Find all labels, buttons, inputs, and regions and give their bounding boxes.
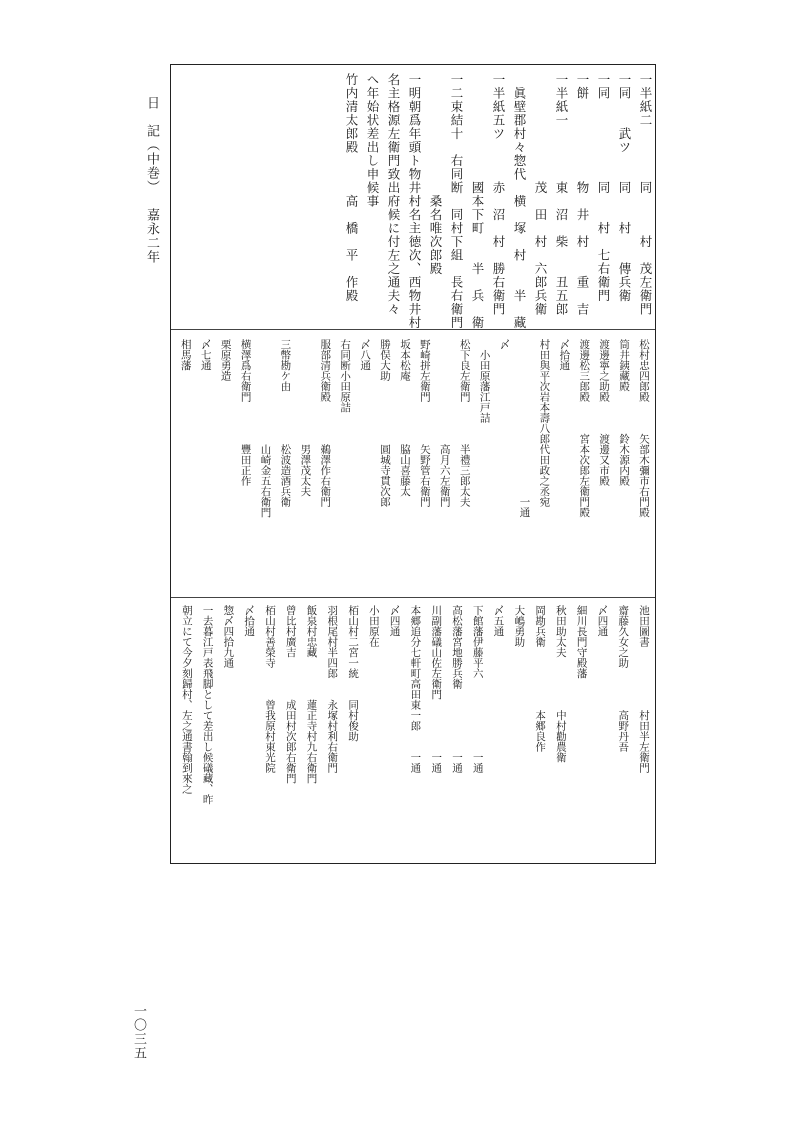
text-column: 右同断小田原詰	[339, 339, 352, 413]
text-column: 栢山村善榮寺 曾我原村東光院	[263, 605, 276, 773]
text-column: 一同 同 村 七右衛門	[596, 73, 611, 303]
text-column: 渡邊寧之助殿 渡邊又市殿	[598, 339, 611, 486]
text-column: 下館藩伊藤平六 一通	[471, 605, 484, 773]
text-column: 一半紙二 同 村 茂左衛門	[638, 73, 653, 316]
text-column: 秋田助太夫 中村勸農衛	[554, 605, 567, 763]
text-column: 小田原在	[367, 605, 380, 647]
text-column: 栢山村二宮一統 同村俊助	[347, 605, 360, 742]
text-column: 〆四通	[596, 605, 609, 637]
text-column: 池田圖書 村田半左衛門	[638, 605, 650, 773]
text-column: 〆	[498, 339, 511, 350]
text-column: 名主格源左衛門致出府候に付左之通夫々	[386, 73, 401, 316]
text-column: 〆拾通	[243, 605, 256, 637]
running-header	[137, 96, 161, 346]
text-column: 眞壁郡村々惣代 横 塚 村 半 藏	[512, 73, 527, 330]
text-column: 村田與平次岩本壽八郎代田政之丞宛	[538, 339, 551, 507]
page-number: 一〇三五	[131, 1004, 146, 1060]
header-title: 日 記（中巻）	[144, 96, 159, 194]
text-column: 曾比村廣吉 成田村次郎右衛門	[284, 605, 297, 784]
text-column: 横澤爲右衛門 豐田正作	[239, 339, 252, 486]
text-column: 惣〆四拾九通	[222, 605, 235, 668]
text-column: 一去暮江戸表飛脚として差出し候礒藏、昨	[201, 605, 214, 805]
text-column: 岡勘兵衛 本郷良作	[534, 605, 547, 752]
text-column: 男澤茂太夫	[299, 339, 312, 497]
text-column: 〆八通	[359, 339, 372, 371]
text-column: 勝俣大助 圓城寺貫次郎	[379, 339, 392, 507]
text-column: 羽根尾村半四郎 永塚村利右衛門	[326, 605, 339, 773]
text-column: 一二束結十 右同断 同村下組 長右衛門	[449, 73, 464, 330]
text-column: 細川長門守殿藩	[575, 605, 588, 679]
text-column: へ年始状差出し申候事	[365, 73, 380, 208]
text-band-lower	[171, 605, 655, 857]
text-column: 筒井銕藏殿 鈴木源内殿	[618, 339, 631, 486]
text-column: 一通	[518, 339, 531, 518]
band-divider	[171, 597, 655, 598]
text-column: 一餅 物 井 村 重 吉	[575, 73, 590, 316]
text-block-frame	[170, 64, 656, 864]
text-column: 本郷追分七軒町高田東一郎 一通	[409, 605, 422, 773]
text-column: 高松藩宮地勝兵衛 一通	[450, 605, 463, 773]
text-column: 竹内清太郎殿 高 橋 平 作殿	[344, 73, 359, 303]
text-column: 野崎拼左衛門 矢野管右衛門	[418, 339, 431, 507]
text-column: 坂本松庵 脇山喜藤太	[398, 339, 411, 497]
text-column: 飯泉村忠藏 蓮正寺村九右衛門	[305, 605, 318, 784]
text-column: 川副藩礒山佐左衛門 一通	[430, 605, 443, 773]
text-column: 桑名唯次郎殿	[428, 73, 443, 276]
text-column: 三幣勘ケ由 松波造酒兵衛	[279, 339, 292, 507]
text-column: 一同 武ツ 同 村 傳兵衛	[617, 73, 632, 303]
text-band-middle	[171, 339, 655, 593]
text-column: 服部清兵衛殿 鵜澤作右衛門	[319, 339, 332, 507]
text-column: 松村忠四郎殿 矢部木彌市右門殿	[638, 339, 650, 518]
text-column: 〆七通	[199, 339, 212, 371]
text-column: 〆四通	[388, 605, 401, 637]
text-column: 一半紙五ツ 赤 沼 村 勝右衛門	[491, 73, 506, 316]
text-column: 朝立にて今夕刻歸村、左之通書翰到來之	[180, 605, 193, 794]
text-band-upper	[171, 73, 655, 330]
text-column: 大嶋勇助	[513, 605, 526, 647]
text-column: 松下良左衛門 半禮三郎太夫	[458, 339, 471, 507]
text-column: 一明朝爲年頭ト物井村名主徳次、西物井村	[407, 73, 422, 330]
text-column: 栗原勇造	[219, 339, 232, 381]
text-column: 一半紙一 東 沼 柴 丑五郎	[554, 73, 569, 316]
text-column: 齋藤久女之助 高野丹吾	[617, 605, 630, 752]
text-column: 相馬藩	[179, 339, 192, 371]
text-column: 高月六左衛門	[438, 339, 451, 507]
text-column: 〆拾通	[558, 339, 571, 371]
text-column: 〆五通	[492, 605, 505, 637]
text-column: 國本下町 半 兵 衛	[470, 73, 485, 330]
text-column: 渡邊松三郎殿 宮本次郎左衛門殿	[578, 339, 591, 518]
header-era: 嘉永二年	[144, 208, 159, 264]
text-column: 山崎金五右衛門	[259, 339, 272, 518]
text-column: 茂 田 村 六郎兵衛	[533, 73, 548, 316]
text-column: 小田原藩江戸詰	[478, 339, 491, 423]
